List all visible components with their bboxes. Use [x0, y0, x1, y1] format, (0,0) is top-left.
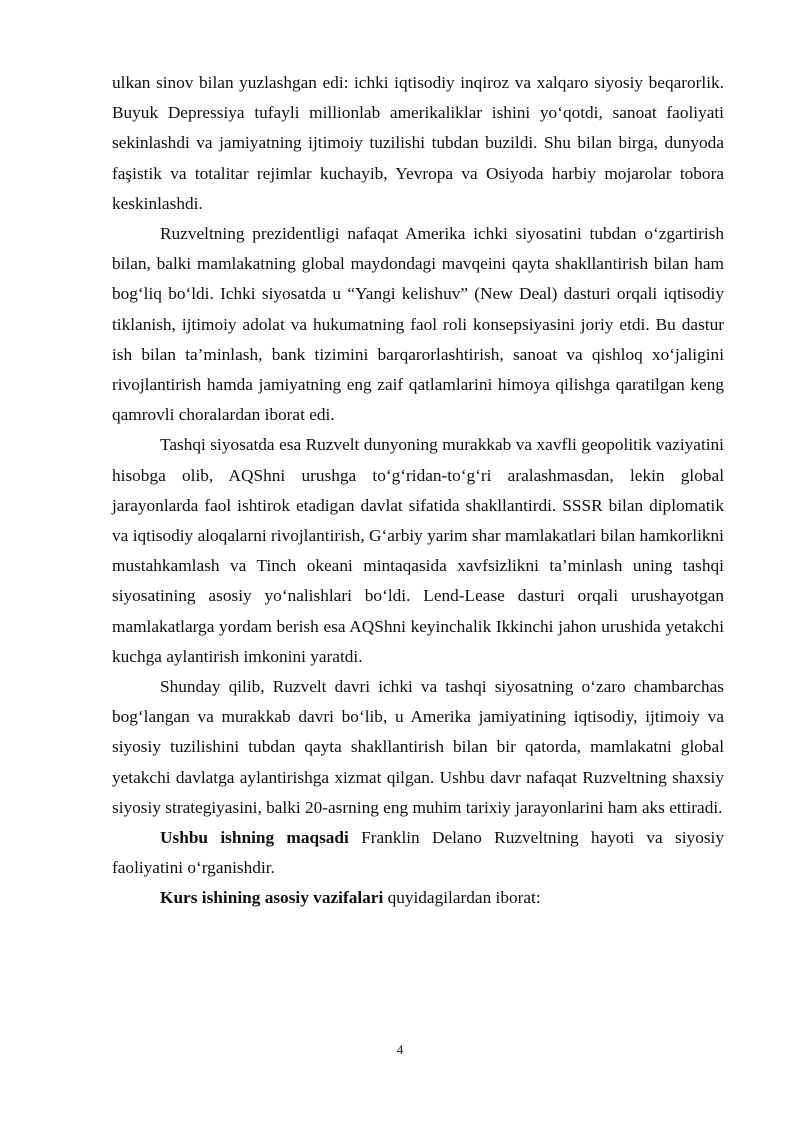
paragraph-goal — [112, 823, 724, 883]
tasks-text: quyidagilardan iborat: — [383, 888, 541, 908]
goal-text: Franklin Delano Ruzveltning hayoti va siyosiy faoliyatini o‘rganishdir. — [112, 828, 724, 878]
tasks-label: Kurs ishining asosiy vazifalari — [160, 888, 384, 908]
paragraph-continuation: ulkan sinov bilan yuzlashgan edi: ichki iqtisodiy inqiroz va xalqaro siyosiy beqarorlik. Buyuk Depressiya tufayli millionlab amerikaliklar ishini yo‘qotdi, sanoat faoliyati sekinlashdi va jamiyatning ijtimoiy tuzilishi tubdan buzildi. Shu bilan birga, dunyoda faşistik va totalitar rejimlar kuchayib, Yevropa va Osiyoda harbiy mojarolar tobora keskinlashdi. — [112, 73, 724, 213]
paragraph-tasks — [112, 883, 724, 913]
paragraph-conclusion: Shunday qilib, Ruzvelt davri ichki va tashqi siyosatning o‘zaro chambarchas bog‘langan va murakkab davri bo‘lib, u Amerika jamiyatining iqtisodiy, ijtimoiy va siyosiy tuzilishini tubdan qayta shakllantirish bilan bir qatorda, mamlakatni global yetakchi davlatga aylantirishga xizmat qilgan. Ushbu davr nafaqat Ruzveltning shaxsiy siyosiy strategiyasini, balki 20-asrning eng muhim tarixiy jarayonlarini ham aks ettiradi. — [112, 677, 724, 817]
body-text — [112, 68, 724, 914]
page-number: 4 — [396, 1042, 404, 1057]
goal-label: Ushbu ishning maqsadi — [160, 828, 349, 848]
paragraph-foreign-policy: Tashqi siyosatda esa Ruzvelt dunyoning murakkab va xavfli geopolitik vaziyatini hisobga olib, AQShni urushga to‘g‘ridan-to‘g‘ri aralashmasdan, lekin global jarayonlarda faol ishtirok etadigan davlat sifatida shakllantirdi. SSSR bilan diplomatik va iqtisodiy aloqalarni rivojlantirish, G‘arbiy yarim shar mamlakatlari bilan hamkorlikni mustahkamlash va Tinch okeani mintaqasida xavfsizlikni ta’minlash uning tashqi siyosatining asosiy yo‘nalishlari bo‘ldi. Lend-Lease dasturi orqali urushayotgan mamlakatlarga yordam berish esa AQShni keyinchalik Ikkinchi jahon urushida yetakchi kuchga aylantirish imkonini yaratdi. — [112, 435, 724, 666]
paragraph-presidency: Ruzveltning prezidentligi nafaqat Amerika ichki siyosatini tubdan o‘zgartirish bilan, balki mamlakatning global maydondagi mavqeini qayta shakllantirish bilan ham bog‘liq bo‘ldi. Ichki siyosatda u “Yangi kelishuv” (New Deal) dasturi orqali iqtisodiy tiklanish, ijtimoiy adolat va hukumatning faol roli konsepsiyasini joriy etdi. Bu dastur ish bilan ta’minlash, bank tizimini barqarorlashtirish, sanoat va qishloq xo‘jaligini rivojlantirish hamda jamiyatning eng zaif qatlamlarini himoya qilishga qaratilgan keng qamrovli choralardan iborat edi. — [112, 224, 724, 425]
